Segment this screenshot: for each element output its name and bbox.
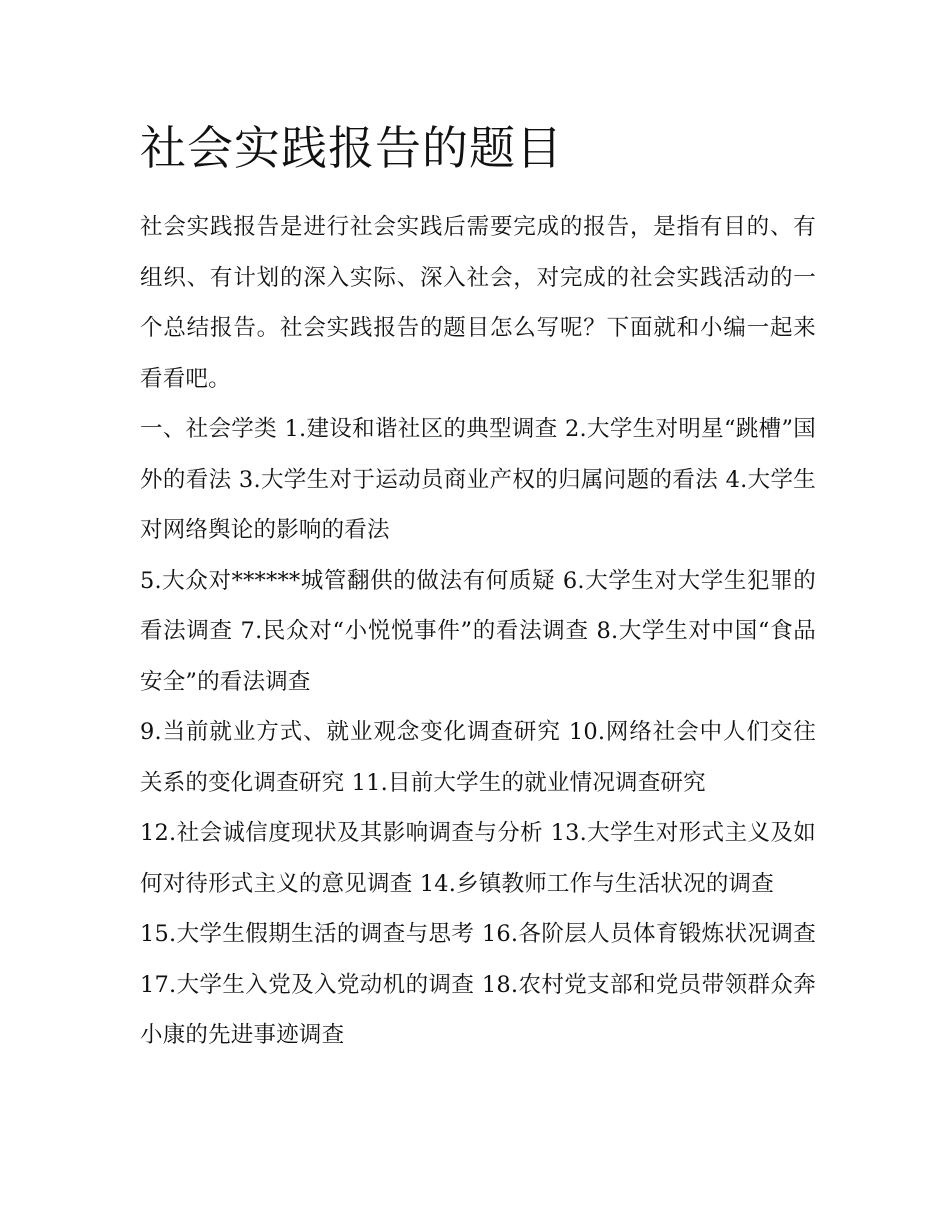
topic-list-paragraph: 一、社会学类 1.建设和谐社区的典型调查 2.大学生对明星“跳槽”国外的看法 3.大学生对于运动员商业产权的归属问题的看法 4.大学生对网络舆论的影响的看法	[140, 416, 816, 543]
topic-list-paragraph: 9.当前就业方式、就业观念变化调查研究 10.网络社会中人们交往关系的变化调查研究 11.目前大学生的就业情况调查研究	[140, 719, 816, 796]
topic-list-paragraph: 15.大学生假期生活的调查与思考 16.各阶层人员体育锻炼状况调查 17.大学生入党及入党动机的调查 18.农村党支部和党员带领群众奔小康的先进事迹调查	[140, 921, 816, 1048]
document-body	[140, 118, 816, 1061]
document-title: 社会实践报告的题目	[140, 121, 563, 175]
topic-list-paragraph: 5.大众对******城管翻供的做法有何质疑 6.大学生对大学生犯罪的看法调查 7.民众对“小悦悦事件”的看法调查 8.大学生对中国“食品安全”的看法调查	[140, 567, 816, 695]
topic-list-paragraph: 12.社会诚信度现状及其影响调查与分析 13.大学生对形式主义及如何对待形式主义的意见调查 14.乡镇教师工作与生活状况的调查	[140, 820, 816, 897]
intro-paragraph: 社会实践报告是进行社会实践后需要完成的报告，是指有目的、有组织、有计划的深入实际、深入社会，对完成的社会实践活动的一个总结报告。社会实践报告的题目怎么写呢？下面就和小编一起来看看吧。	[140, 214, 816, 392]
